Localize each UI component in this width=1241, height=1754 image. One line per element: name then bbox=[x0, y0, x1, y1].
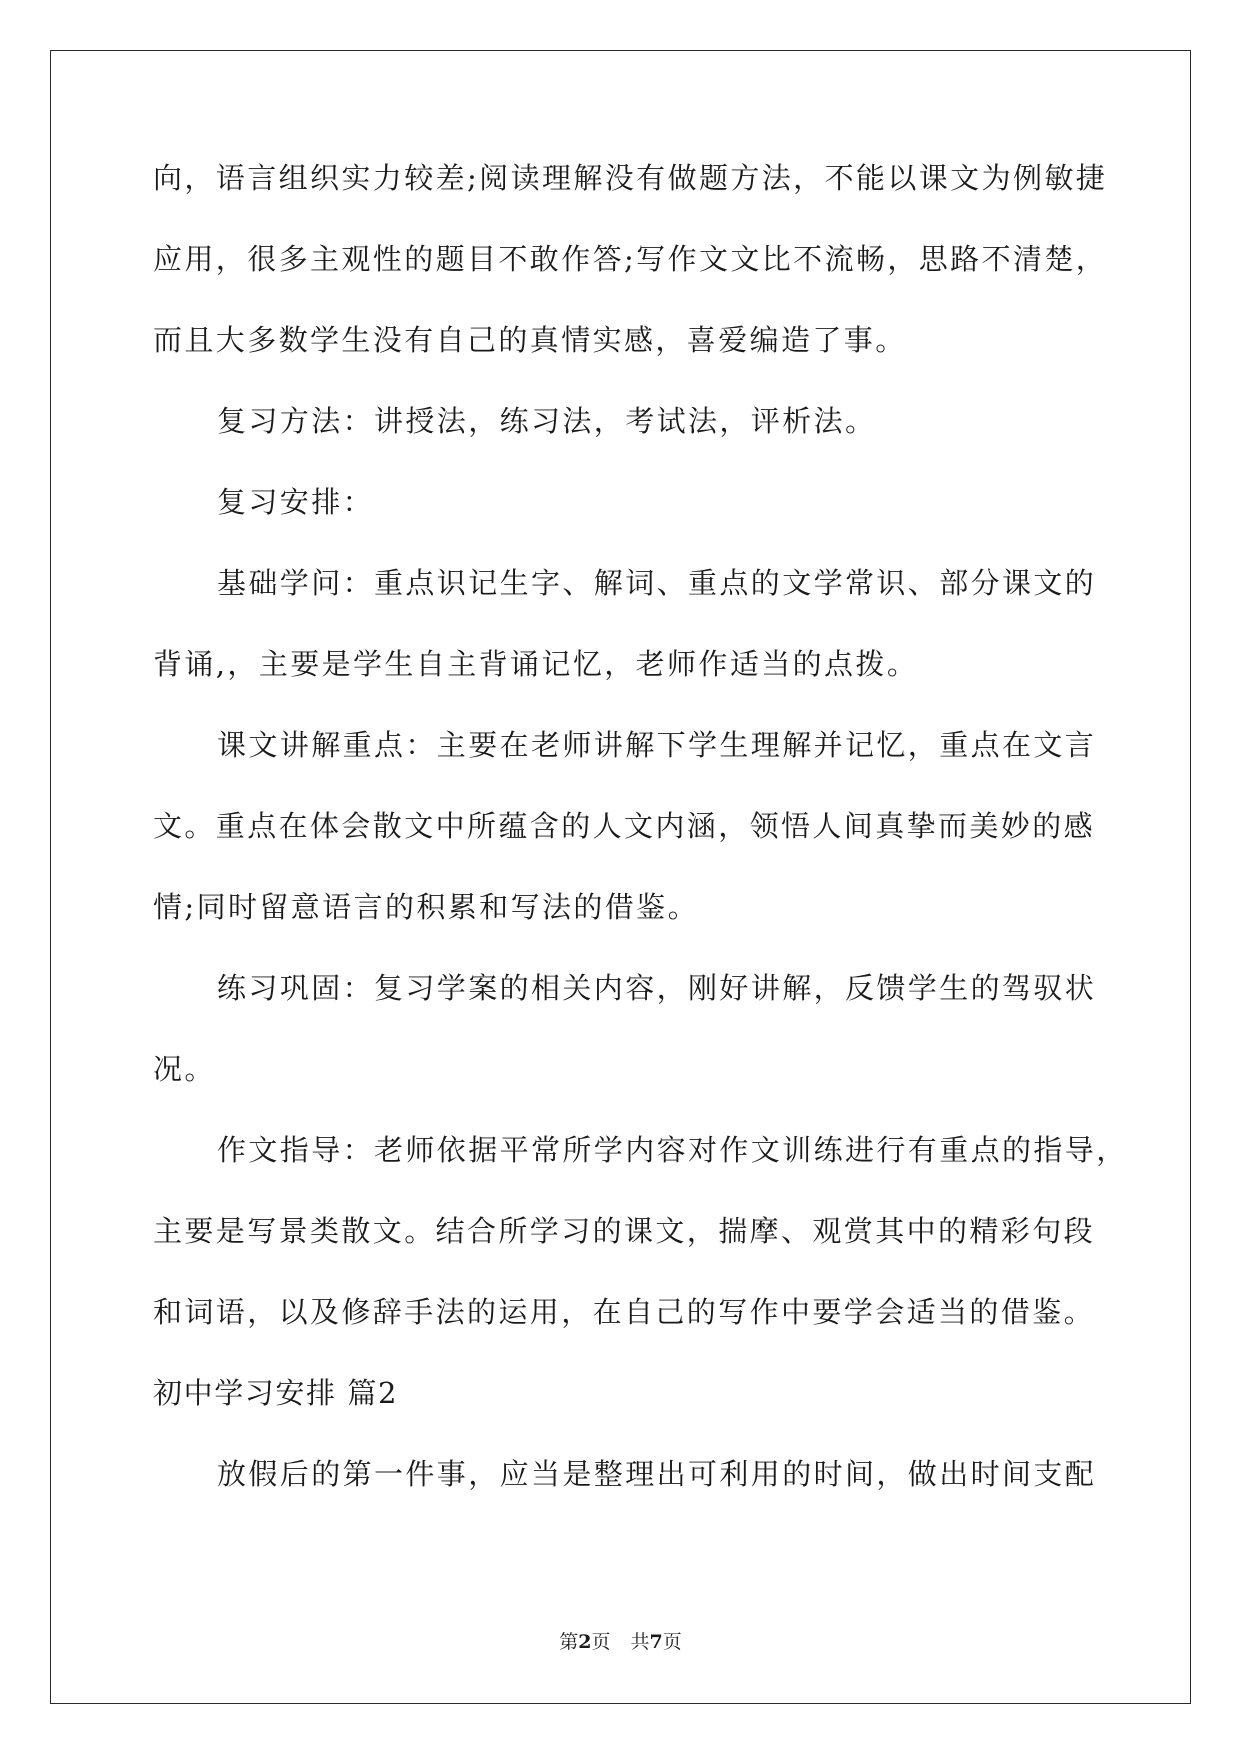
text-line: 课文讲解重点：主要在老师讲解下学生理解并记忆，重点在文言 bbox=[217, 728, 1097, 762]
text-line: 应用，很多主观性的题目不敢作答;写作文文比不流畅，思路不清楚， bbox=[153, 242, 1108, 276]
text-line: 背诵,，主要是学生自主背诵记忆，老师作适当的点拨。 bbox=[153, 647, 919, 681]
text-line: 基础学问：重点识记生字、解词、重点的文学常识、部分课文的 bbox=[217, 566, 1097, 600]
section-heading: 初中学习安排 篇2 bbox=[153, 1376, 399, 1410]
text-line: 放假后的第一件事，应当是整理出可利用的时间，做出时间支配 bbox=[217, 1457, 1097, 1491]
page-suffix: 页 bbox=[591, 1631, 611, 1653]
text-line: 文。重点在体会散文中所蕴含的人文内涵，领悟人间真挚而美妙的感 bbox=[153, 809, 1096, 843]
page-footer bbox=[0, 1630, 1241, 1654]
text-line: 和词语，以及修辞手法的运用，在自己的写作中要学会适当的借鉴。 bbox=[153, 1295, 1096, 1329]
page-prefix: 第 bbox=[559, 1631, 579, 1653]
text-line: 况。 bbox=[153, 1052, 216, 1086]
text-line: 作文指导：老师依据平常所学内容对作文训练进行有重点的指导， bbox=[217, 1133, 1128, 1167]
text-line: 向，语言组织实力较差;阅读理解没有做题方法，不能以课文为例敏捷 bbox=[153, 161, 1108, 195]
text-line: 主要是写景类散文。结合所学习的课文，揣摩、观赏其中的精彩句段 bbox=[153, 1214, 1096, 1248]
document-body bbox=[153, 160, 1128, 1537]
text-line: 复习方法：讲授法，练习法，考试法，评析法。 bbox=[217, 404, 877, 438]
text-line: 复习安排： bbox=[217, 485, 375, 519]
total-prefix: 共 bbox=[630, 1631, 650, 1653]
text-line: 练习巩固：复习学案的相关内容，刚好讲解，反馈学生的驾驭状 bbox=[217, 971, 1097, 1005]
total-pages: 7 bbox=[649, 1631, 663, 1653]
total-suffix: 页 bbox=[662, 1631, 682, 1653]
text-line: 而且大多数学生没有自己的真情实感，喜爱编造了事。 bbox=[153, 323, 907, 357]
page-number: 2 bbox=[578, 1631, 592, 1653]
text-line: 情;同时留意语言的积累和写法的借鉴。 bbox=[153, 890, 699, 924]
